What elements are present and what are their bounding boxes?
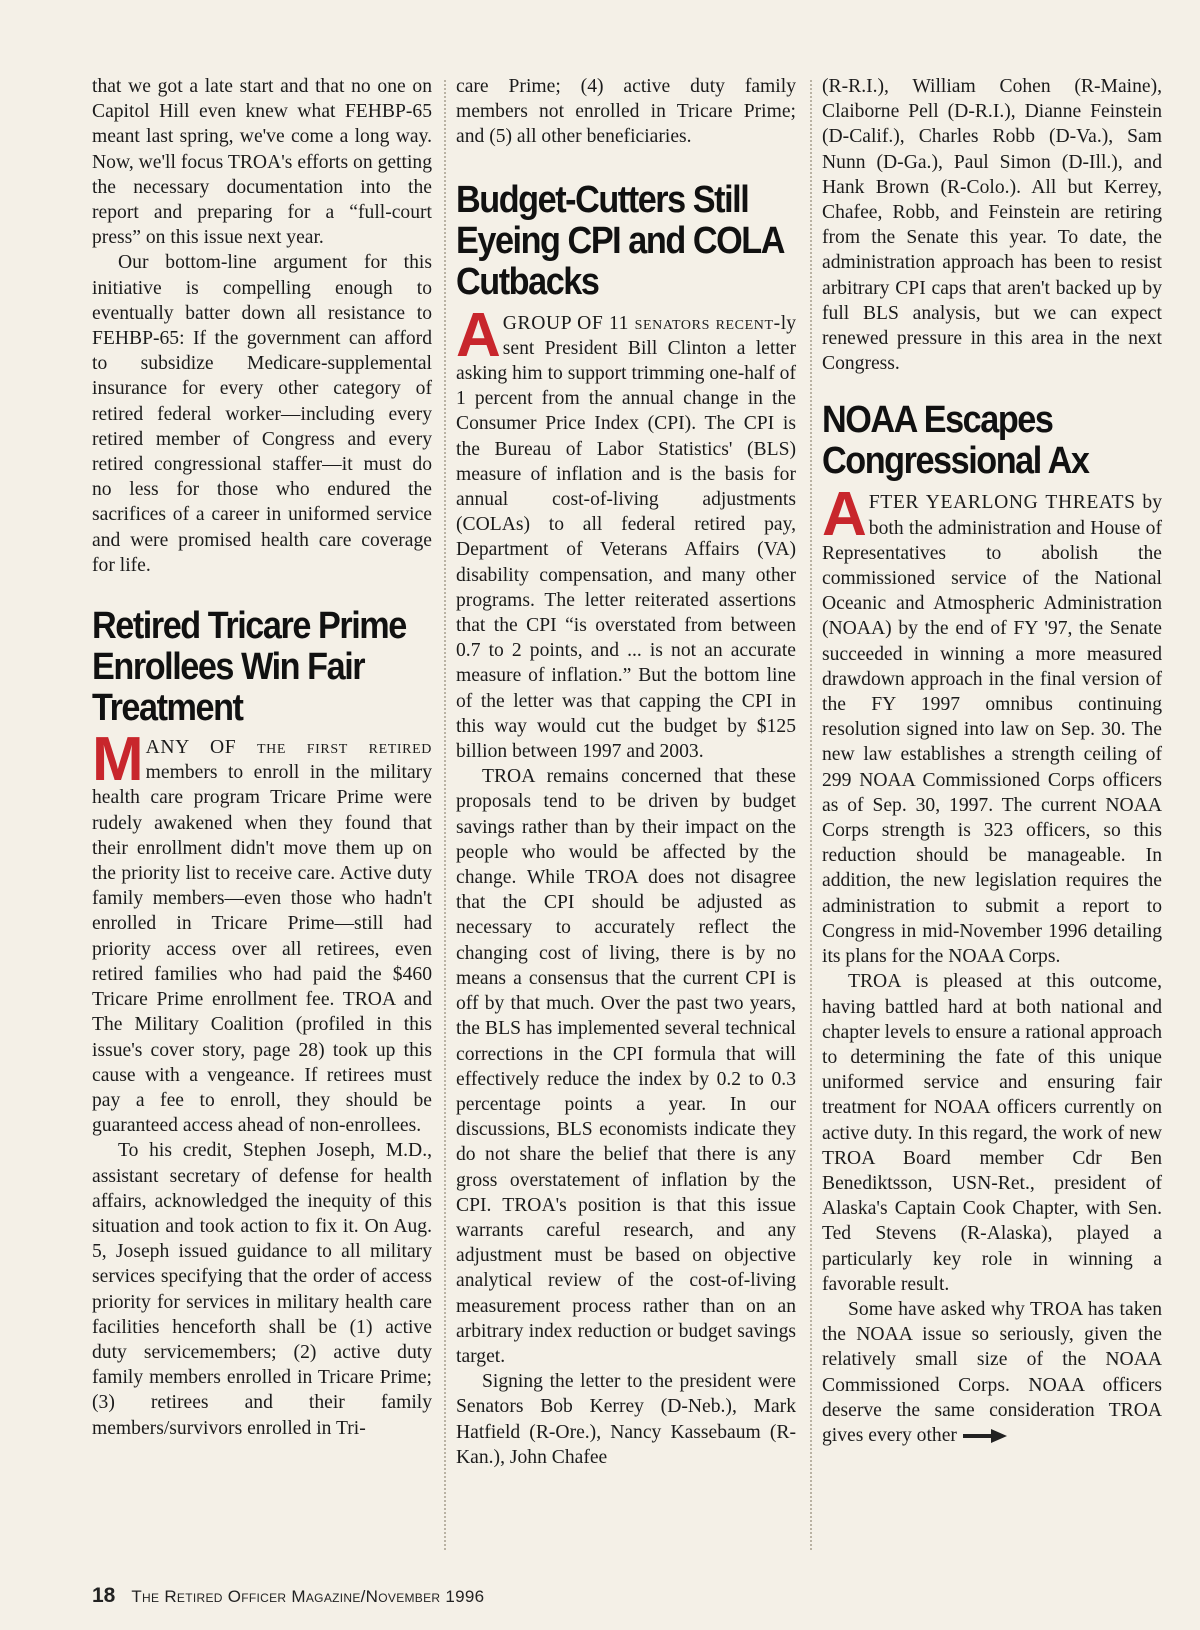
article-headline-tricare: Retired Tricare Prime Enrollees Win Fair Treatment: [92, 605, 406, 730]
paragraph: TROA is pleased at this outcome, having battled hard at both national and chapter levels to ensure a rational approach to determining the fate of this unique uniformed service and ensuring fair treatment for NOAA officers currently on active duty. In this regard, the work of new TROA Board member Cdr Ben Benediktsson, USN-Ret., president of Alaska's Captain Cook Chapter, with Sen. Ted Stevens (R-Alaska), played a particularly key role in winning a favorable result.: [822, 971, 1162, 1295]
lead-in-caps: GROUP OF 11 senators recent-: [502, 312, 781, 334]
paragraph-text: ly sent President Bill Clinton a letter asking him to support trimming one-half of 1 percent from the annual change in the Consumer Price Index (CPI). The CPI is the Bureau of Labor Statistics' (BLS) measure of inflation and is the basis for annual cost-of-living adjustments (COLAs) to all federal retired pay, Department of Veterans Affairs (VA) disability compensation, and many other programs. The letter reiterated assertions that the CPI “is overstated from between 0.7 to 2 points, and ... is not an accurate measure of inflation.” But the bottom line of the letter was that capping the CPI in this way would cut the budget by $125 billion between 1997 and 2003.: [456, 312, 796, 763]
column-divider: [444, 80, 446, 1550]
article-headline-cpi: Budget-Cutters Still Eyeing CPI and COLA Cutbacks: [456, 178, 783, 303]
page-number: 18: [92, 1584, 116, 1607]
article-headline-noaa: NOAA Escapes Congressional Ax: [822, 399, 1089, 483]
paragraph: [822, 480, 1162, 969]
paragraph: care Prime; (4) active duty family members not enrolled in Tricare Prime; and (5) all other beneficiaries.: [456, 76, 796, 148]
paragraph: [92, 725, 432, 1138]
page-footer: [92, 1584, 484, 1608]
paragraph: Signing the letter to the president were Senators Bob Kerrey (D-Neb.), Mark Hatfield (R-Ore.), Nancy Kassebaum (R-Kan.), John Chafee: [456, 1371, 796, 1468]
column-1: [92, 74, 432, 1441]
paragraph: TROA remains concerned that these proposals tend to be driven by budget savings rather than by their impact on the people who would be affected by the change. While TROA does not disagree that the CPI should be adjusted as necessary to accurately reflect the changing cost of living, there is by no means a consensus that the current CPI is off by that much. Over the past two years, the BLS has implemented several technical corrections in the CPI formula that will effectively reduce the index by 0.2 to 0.3 percentage points a year. In our discussions, BLS economists indicate they do not share the belief that there is any gross overstatement of inflation by the CPI. TROA's position is that this issue warrants careful research, and any adjustment must be based on objective analytical review of the cost-of-living measurement process rather than on an arbitrary index reduction or budget savings target.: [456, 766, 796, 1367]
paragraph: [456, 300, 796, 765]
drop-cap: A: [456, 300, 499, 370]
lead-in-caps: ANY OF the first retired: [145, 737, 432, 759]
paragraph-text: Some have asked why TROA has taken the NOAA issue so seriously, given the relatively small size of the NOAA Commissioned Corps. NOAA officers deserve the same consideration TROA gives every other: [822, 1298, 1162, 1446]
paragraph: To his credit, Stephen Joseph, M.D., assistant secretary of defense for health affairs, acknowledged the inequity of this situation and took action to fix it. On Aug. 5, Joseph issued guidance to all military services specifying that the order of access priority for services in military health care facilities henceforth shall be (1) active duty servicemembers; (2) active duty family members enrolled in Tricare Prime; (3) retirees and their family members/survivors enrolled in Tri-: [92, 1140, 432, 1439]
paragraph-text: members to enroll in the military health care program Tricare Prime were rudely awakened when they found that their enrollment didn't move them up on the priority list to receive care. Active duty family members—even those who hadn't enrolled in Tricare Prime—still had priority access over all retirees, even retired families who had paid the $460 Tricare Prime enrollment fee. TROA and The Military Coalition (profiled in this issue's cover story, page 28) took up this cause with a vengeance. If retirees must pay a fee to enroll, they should be guaranteed access ahead of non-enrollees.: [92, 762, 432, 1137]
paragraph: (R-R.I.), William Cohen (R-Maine), Claiborne Pell (D-R.I.), Dianne Feinstein (D-Calif.), Charles Robb (D-Va.), Sam Nunn (D-Ga.), Paul Simon (D-Ill.), and Hank Brown (R-Colo.). All but Kerrey, Chafee, Robb, and Feinstein are retiring from the Senate this year. To date, the administration approach has been to resist arbitrary CPI caps that aren't backed up by full BLS analysis, but we can expect renewed pressure in this area in the next Congress.: [822, 76, 1162, 375]
publication-name: The Retired Officer Magazine/November 1996: [131, 1587, 485, 1606]
column-3: [822, 74, 1162, 1448]
column-2: [456, 74, 796, 1470]
paragraph: that we got a late start and that no one on Capitol Hill even knew what FEHBP-65 meant last spring, we've come a long way. Now, we'll focus TROA's efforts on getting the necessary documentation into the report and preparing for a “full-court press” on this issue next year.: [92, 76, 432, 249]
paragraph: [822, 1297, 1162, 1448]
continue-arrow-icon: [963, 1428, 1007, 1444]
drop-cap: A: [822, 480, 865, 550]
paragraph: Our bottom-line argument for this initiative is compelling enough to eventually batter down all resistance to FEHBP-65: If the government can afford to subsidize Medicare-supplemental insurance for every other category of retired federal worker—including every retired member of Congress and every retired congressional staffer—it must do no less for those who endured the sacrifices of a career in uniformed service and were promised health care coverage for life.: [92, 252, 432, 576]
paragraph-text: by both the administration and House of Representatives to abolish the commissioned service of the National Oceanic and Atmospheric Administration (NOAA) by the end of FY '97, the Senate succeeded in winning a more measured drawdown approach in the final version of the FY 1997 omnibus continuing resolution signed into law on Sep. 30. The new law establishes a strength ceiling of 299 NOAA Commissioned Corps officers as of Sep. 30, 1997. The current NOAA Corps strength is 323 officers, so this reduction should be manageable. In addition, the new legislation requires the administration to submit a report to Congress in mid-November 1996 detailing its plans for the NOAA Corps.: [822, 492, 1162, 968]
lead-in-caps: FTER YEARLONG THREATS: [868, 492, 1136, 514]
column-divider: [810, 80, 812, 1550]
drop-cap: M: [92, 725, 142, 795]
